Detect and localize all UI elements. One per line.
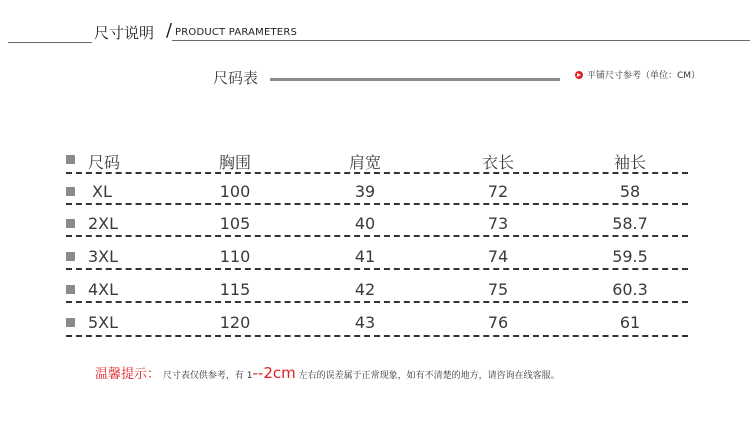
shoulder-cell: 39 (354, 182, 376, 201)
sleeve-cell: 59.5 (612, 247, 648, 266)
square-bullet-icon (66, 219, 75, 228)
square-bullet-icon (66, 318, 75, 327)
measurement-note (575, 68, 700, 81)
shoulder-cell: 43 (354, 313, 376, 332)
shoulder-cell: 41 (354, 247, 376, 266)
header-rule-right (172, 40, 750, 41)
warm-tip (95, 363, 560, 382)
row-divider (66, 301, 688, 303)
length-cell: 75 (487, 280, 509, 299)
square-bullet-icon (66, 155, 75, 164)
row-divider (66, 203, 688, 205)
column-header: 衣长 (481, 153, 514, 172)
column-header: 肩宽 (348, 153, 381, 172)
chest-cell: 115 (219, 280, 251, 299)
square-bullet-icon (66, 187, 75, 196)
tip-label: 温馨提示： (95, 367, 161, 382)
measurement-note-text: 平铺尺寸参考（单位：CM） (587, 71, 701, 81)
column-header: 袖长 (613, 153, 646, 172)
page-title: 尺寸说明 (94, 24, 155, 42)
table-header-row (0, 150, 750, 170)
length-cell: 72 (487, 182, 509, 201)
size-cell: 5XL (88, 313, 119, 332)
chest-cell: 120 (219, 313, 251, 332)
size-cell: 3XL (88, 247, 119, 266)
size-cell: 4XL (88, 280, 119, 299)
chest-cell: 110 (219, 247, 251, 266)
table-row (0, 313, 750, 333)
section-title: 尺码表 (213, 69, 259, 87)
size-cell: XL (92, 182, 112, 201)
size-cell: 2XL (88, 214, 119, 233)
row-divider (66, 172, 688, 174)
table-row (0, 280, 750, 300)
play-circle-icon (575, 71, 583, 79)
sleeve-cell: 60.3 (612, 280, 648, 299)
shoulder-cell: 40 (354, 214, 376, 233)
column-header: 胸围 (218, 153, 251, 172)
table-row (0, 214, 750, 234)
title-separator: / (166, 20, 173, 41)
length-cell: 74 (487, 247, 509, 266)
length-cell: 76 (487, 313, 509, 332)
section-rule (270, 78, 560, 81)
tip-range-prefix: 1 (246, 371, 253, 381)
page-subtitle-en: PRODUCT PARAMETERS (175, 27, 298, 38)
row-divider (66, 235, 688, 237)
table-row (0, 247, 750, 267)
header-rule-left (8, 42, 92, 43)
sleeve-cell: 61 (619, 313, 641, 332)
sleeve-cell: 58 (619, 182, 641, 201)
tip-text-after: 左右的误差属于正常现象，如有不清楚的地方，请咨询在线客服。 (298, 371, 560, 381)
table-row (0, 182, 750, 202)
chest-cell: 100 (219, 182, 251, 201)
tip-range: --2cm (252, 364, 296, 382)
shoulder-cell: 42 (354, 280, 376, 299)
row-divider (66, 268, 688, 270)
row-divider (66, 335, 688, 337)
column-header: 尺码 (88, 153, 121, 172)
chest-cell: 105 (219, 214, 251, 233)
sleeve-cell: 58.7 (612, 214, 648, 233)
length-cell: 73 (487, 214, 509, 233)
tip-text-before: 尺寸表仅供参考，有 (162, 371, 244, 381)
square-bullet-icon (66, 285, 75, 294)
square-bullet-icon (66, 252, 75, 261)
